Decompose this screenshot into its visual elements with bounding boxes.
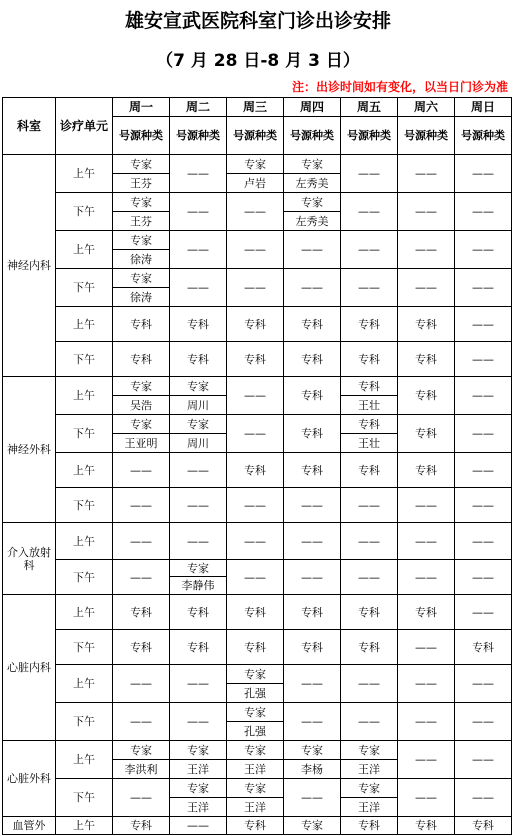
empty-slot: —— — [284, 779, 341, 817]
doctor-name: 左秀美 — [284, 174, 341, 193]
empty-slot: —— — [398, 193, 455, 231]
doctor-name: 李洪利 — [113, 760, 170, 779]
doctor-name: 周川 — [170, 434, 227, 453]
slot-label: 上午 — [56, 741, 113, 779]
empty-slot: —— — [170, 817, 227, 835]
empty-slot: —— — [113, 523, 170, 560]
empty-slot: —— — [170, 453, 227, 488]
empty-slot: —— — [455, 193, 512, 231]
dept-name: 血管外 — [3, 817, 56, 835]
clinic-type: 专家 — [113, 269, 170, 288]
doctor-name: 孔强 — [227, 722, 284, 741]
slot-label: 下午 — [56, 193, 113, 231]
clinic-type: 专科 — [170, 342, 227, 377]
empty-slot: —— — [170, 665, 227, 703]
empty-slot: —— — [170, 488, 227, 523]
clinic-type: 专家 — [227, 779, 284, 798]
empty-slot: —— — [455, 307, 512, 342]
doctor-name: 徐涛 — [113, 250, 170, 269]
schedule-note: 注：出诊时间如有变化，以当日门诊为准 — [291, 80, 508, 94]
empty-slot: —— — [398, 630, 455, 665]
empty-slot: —— — [227, 488, 284, 523]
header-kind: 号源种类 — [113, 117, 170, 155]
header-kind: 号源种类 — [284, 117, 341, 155]
empty-slot: —— — [113, 779, 170, 817]
empty-slot: —— — [170, 269, 227, 307]
page-title: 雄安宣武医院科室门诊出诊安排 — [124, 10, 391, 32]
doctor-name: 左秀美 — [284, 212, 341, 231]
slot-label: 上午 — [56, 377, 113, 415]
clinic-type: 专科 — [227, 342, 284, 377]
clinic-type: 专家 — [341, 741, 398, 760]
clinic-type: 专科 — [284, 342, 341, 377]
clinic-type: 专科 — [170, 307, 227, 342]
empty-slot: —— — [398, 665, 455, 703]
header-day-mon: 周一 — [113, 98, 170, 117]
empty-slot: —— — [341, 269, 398, 307]
clinic-type: 专家 — [284, 193, 341, 212]
clinic-type: 专科 — [170, 630, 227, 665]
empty-slot: —— — [455, 377, 512, 415]
clinic-type: 专科 — [227, 453, 284, 488]
empty-slot: —— — [170, 231, 227, 269]
empty-slot: —— — [398, 560, 455, 595]
doctor-name: 王洋 — [227, 760, 284, 779]
slot-label: 下午 — [56, 560, 113, 595]
empty-slot: —— — [455, 595, 512, 630]
slot-label: 上午 — [56, 523, 113, 560]
clinic-type: 专科 — [284, 630, 341, 665]
empty-slot: —— — [227, 523, 284, 560]
empty-slot: —— — [341, 665, 398, 703]
header-day-tue: 周二 — [170, 98, 227, 117]
schedule-body — [3, 155, 512, 835]
doctor-name: 王洋 — [227, 798, 284, 817]
header-kind: 号源种类 — [398, 117, 455, 155]
empty-slot: —— — [341, 155, 398, 193]
slot-label: 上午 — [56, 595, 113, 630]
clinic-type: 专科 — [113, 630, 170, 665]
empty-slot: —— — [398, 488, 455, 523]
header-kind: 号源种类 — [455, 117, 512, 155]
clinic-type: 专科 — [113, 342, 170, 377]
clinic-type: 专家 — [113, 741, 170, 760]
clinic-type: 专科 — [341, 377, 398, 396]
clinic-type: 专科 — [341, 595, 398, 630]
doctor-name: 王芬 — [113, 212, 170, 231]
header-dept: 科室 — [3, 98, 56, 155]
clinic-type: 专科 — [227, 817, 284, 835]
clinic-type: 专家 — [227, 665, 284, 684]
empty-slot: —— — [455, 453, 512, 488]
empty-slot: —— — [455, 488, 512, 523]
date-range: （7 月 28 日-8 月 3 日） — [156, 51, 360, 71]
empty-slot: —— — [398, 779, 455, 817]
clinic-type: 专科 — [284, 595, 341, 630]
empty-slot: —— — [170, 155, 227, 193]
clinic-type: 专科 — [398, 342, 455, 377]
empty-slot: —— — [170, 703, 227, 741]
empty-slot: —— — [227, 269, 284, 307]
empty-slot: —— — [227, 193, 284, 231]
slot-label: 上午 — [56, 453, 113, 488]
doctor-name: 孔强 — [227, 684, 284, 703]
clinic-type: 专家 — [113, 193, 170, 212]
empty-slot: —— — [113, 665, 170, 703]
clinic-type: 专科 — [227, 307, 284, 342]
empty-slot: —— — [113, 453, 170, 488]
empty-slot: —— — [455, 342, 512, 377]
clinic-type: 专家 — [227, 155, 284, 174]
header-day-sat: 周六 — [398, 98, 455, 117]
empty-slot: —— — [227, 415, 284, 453]
empty-slot: —— — [284, 269, 341, 307]
empty-slot: —— — [284, 703, 341, 741]
clinic-type: 专科 — [113, 817, 170, 835]
clinic-type: 专科 — [341, 453, 398, 488]
doctor-name: 王洋 — [170, 760, 227, 779]
clinic-type: 专科 — [398, 817, 455, 835]
empty-slot: —— — [341, 703, 398, 741]
empty-slot: —— — [455, 703, 512, 741]
empty-slot: —— — [398, 523, 455, 560]
empty-slot: —— — [455, 155, 512, 193]
clinic-type: 专家 — [284, 741, 341, 760]
doctor-name: 徐涛 — [113, 288, 170, 307]
empty-slot: —— — [455, 665, 512, 703]
doctor-name: 王洋 — [170, 798, 227, 817]
doctor-name: 卢岩 — [227, 174, 284, 193]
clinic-type: 专家 — [113, 155, 170, 174]
slot-label: 下午 — [56, 342, 113, 377]
empty-slot: —— — [341, 193, 398, 231]
clinic-type: 专科 — [284, 453, 341, 488]
clinic-type: 专科 — [341, 630, 398, 665]
empty-slot: —— — [284, 488, 341, 523]
slot-label: 上午 — [56, 307, 113, 342]
doctor-name: 王芬 — [113, 174, 170, 193]
empty-slot: —— — [398, 155, 455, 193]
clinic-type: 专家 — [170, 741, 227, 760]
slot-label: 下午 — [56, 630, 113, 665]
empty-slot: —— — [398, 231, 455, 269]
clinic-type: 专科 — [398, 377, 455, 415]
clinic-type: 专科 — [341, 817, 398, 835]
doctor-name: 李杨 — [284, 760, 341, 779]
clinic-type: 专家 — [170, 415, 227, 434]
empty-slot: —— — [398, 269, 455, 307]
doctor-name: 周川 — [170, 396, 227, 415]
clinic-type: 专科 — [398, 415, 455, 453]
clinic-type: 专家 — [284, 155, 341, 174]
clinic-type: 专家 — [170, 779, 227, 798]
clinic-type: 专科 — [398, 453, 455, 488]
empty-slot: —— — [284, 523, 341, 560]
clinic-type: 专科 — [455, 630, 512, 665]
slot-label: 下午 — [56, 703, 113, 741]
header-day-thu: 周四 — [284, 98, 341, 117]
empty-slot: —— — [227, 231, 284, 269]
header-day-wed: 周三 — [227, 98, 284, 117]
clinic-type: 专家 — [227, 741, 284, 760]
slot-label: 下午 — [56, 415, 113, 453]
empty-slot: —— — [455, 415, 512, 453]
empty-slot: —— — [455, 779, 512, 817]
clinic-type: 专科 — [341, 415, 398, 434]
empty-slot: —— — [227, 377, 284, 415]
dept-name: 神经外科 — [3, 377, 56, 523]
empty-slot: —— — [398, 741, 455, 779]
clinic-type: 专家 — [113, 231, 170, 250]
clinic-type: 专科 — [113, 307, 170, 342]
empty-slot: —— — [170, 193, 227, 231]
slot-label: 下午 — [56, 488, 113, 523]
empty-slot: —— — [398, 703, 455, 741]
clinic-type: 专家 — [341, 779, 398, 798]
slot-label: 上午 — [56, 817, 113, 835]
empty-slot: —— — [170, 523, 227, 560]
header-day-sun: 周日 — [455, 98, 512, 117]
dept-name: 介入放射科 — [3, 523, 56, 595]
clinic-type: 专家 — [227, 703, 284, 722]
doctor-name: 王亚明 — [113, 434, 170, 453]
empty-slot: —— — [113, 560, 170, 595]
doctor-name: 王洋 — [341, 760, 398, 779]
clinic-type: 专科 — [398, 307, 455, 342]
schedule-table — [2, 97, 512, 835]
empty-slot: —— — [284, 560, 341, 595]
header-kind: 号源种类 — [341, 117, 398, 155]
clinic-type: 专科 — [341, 307, 398, 342]
doctor-name: 王壮 — [341, 396, 398, 415]
dept-name: 心脏外科 — [3, 741, 56, 817]
empty-slot: —— — [284, 231, 341, 269]
clinic-type: 专家 — [284, 817, 341, 835]
header-unit: 诊疗单元 — [56, 98, 113, 155]
empty-slot: —— — [455, 231, 512, 269]
clinic-type: 专家 — [113, 415, 170, 434]
empty-slot: —— — [341, 488, 398, 523]
clinic-type: 专科 — [227, 630, 284, 665]
header-kind: 号源种类 — [227, 117, 284, 155]
empty-slot: —— — [113, 703, 170, 741]
dept-name: 神经内科 — [3, 155, 56, 377]
empty-slot: —— — [284, 665, 341, 703]
doctor-name: 李静伟 — [170, 577, 227, 595]
clinic-type: 专科 — [284, 415, 341, 453]
clinic-type: 专科 — [341, 342, 398, 377]
clinic-type: 专科 — [284, 307, 341, 342]
clinic-type: 专科 — [455, 817, 512, 835]
clinic-type: 专科 — [227, 595, 284, 630]
slot-label: 上午 — [56, 155, 113, 193]
empty-slot: —— — [341, 231, 398, 269]
empty-slot: —— — [341, 560, 398, 595]
dept-name: 心脏内科 — [3, 595, 56, 741]
slot-label: 上午 — [56, 231, 113, 269]
clinic-type: 专家 — [170, 560, 227, 577]
header-kind: 号源种类 — [170, 117, 227, 155]
clinic-type: 专家 — [113, 377, 170, 396]
clinic-type: 专科 — [398, 595, 455, 630]
slot-label: 上午 — [56, 665, 113, 703]
empty-slot: —— — [455, 523, 512, 560]
doctor-name: 王洋 — [341, 798, 398, 817]
doctor-name: 王壮 — [341, 434, 398, 453]
empty-slot: —— — [455, 560, 512, 595]
empty-slot: —— — [455, 741, 512, 779]
empty-slot: —— — [455, 269, 512, 307]
clinic-type: 专科 — [284, 377, 341, 415]
empty-slot: —— — [113, 488, 170, 523]
clinic-type: 专家 — [170, 377, 227, 396]
slot-label: 下午 — [56, 779, 113, 817]
slot-label: 下午 — [56, 269, 113, 307]
empty-slot: —— — [341, 523, 398, 560]
empty-slot: —— — [227, 560, 284, 595]
clinic-type: 专科 — [113, 595, 170, 630]
doctor-name: 吴浩 — [113, 396, 170, 415]
clinic-type: 专科 — [170, 595, 227, 630]
header-day-fri: 周五 — [341, 98, 398, 117]
